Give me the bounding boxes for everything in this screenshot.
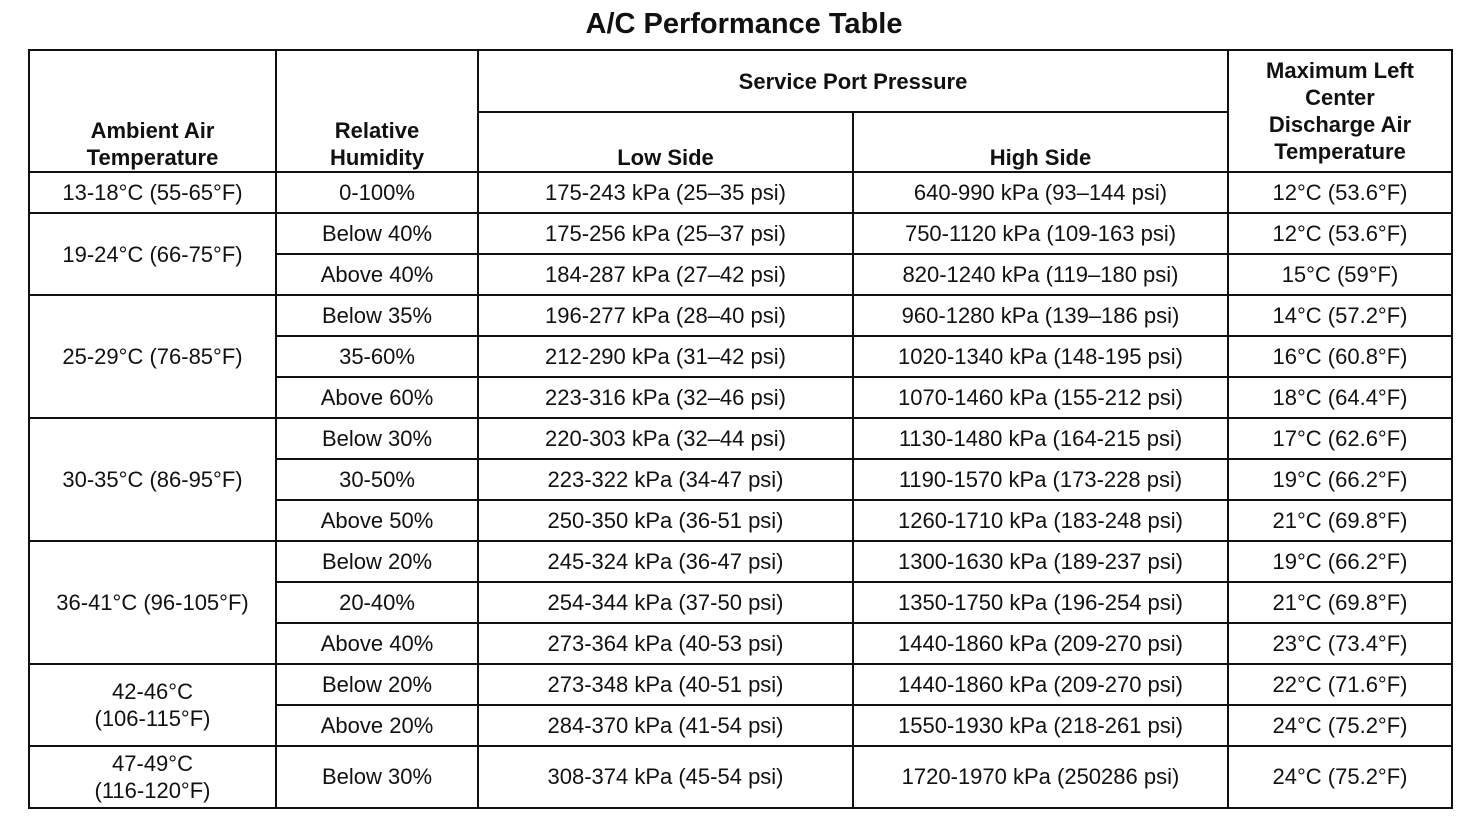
- table-header: [29, 50, 1452, 172]
- max-discharge-temp-cell: 12°C (53.6°F): [1228, 172, 1452, 213]
- table-row: [29, 746, 1452, 808]
- max-discharge-temp-cell: 19°C (66.2°F): [1228, 459, 1452, 500]
- relative-humidity-cell: Below 30%: [276, 746, 478, 808]
- high-side-pressure-cell: 750-1120 kPa (109-163 psi): [853, 213, 1228, 254]
- relative-humidity-cell: 30-50%: [276, 459, 478, 500]
- ambient-temperature-cell: 19-24°C (66-75°F): [29, 213, 276, 295]
- low-side-pressure-cell: 250-350 kPa (36-51 psi): [478, 500, 853, 541]
- low-side-pressure-cell: 212-290 kPa (31–42 psi): [478, 336, 853, 377]
- relative-humidity-cell: Above 40%: [276, 254, 478, 295]
- relative-humidity-cell: Above 20%: [276, 705, 478, 746]
- table-row: [29, 172, 1452, 213]
- table-row: [29, 213, 1452, 254]
- relative-humidity-cell: Above 40%: [276, 623, 478, 664]
- ambient-temperature-cell: 42-46°C (106-115°F): [29, 664, 276, 746]
- header-relative-humidity: Relative Humidity: [276, 50, 478, 172]
- header-high-side: High Side: [853, 112, 1228, 172]
- low-side-pressure-cell: 273-364 kPa (40-53 psi): [478, 623, 853, 664]
- max-discharge-temp-cell: 21°C (69.8°F): [1228, 500, 1452, 541]
- low-side-pressure-cell: 273-348 kPa (40-51 psi): [478, 664, 853, 705]
- max-discharge-temp-cell: 16°C (60.8°F): [1228, 336, 1452, 377]
- high-side-pressure-cell: 1550-1930 kPa (218-261 psi): [853, 705, 1228, 746]
- low-side-pressure-cell: 254-344 kPa (37-50 psi): [478, 582, 853, 623]
- relative-humidity-cell: 20-40%: [276, 582, 478, 623]
- high-side-pressure-cell: 1020-1340 kPa (148-195 psi): [853, 336, 1228, 377]
- max-discharge-temp-cell: 17°C (62.6°F): [1228, 418, 1452, 459]
- high-side-pressure-cell: 1070-1460 kPa (155-212 psi): [853, 377, 1228, 418]
- relative-humidity-cell: Below 20%: [276, 664, 478, 705]
- ambient-temperature-cell: 47-49°C (116-120°F): [29, 746, 276, 808]
- max-discharge-temp-cell: 24°C (75.2°F): [1228, 746, 1452, 808]
- high-side-pressure-cell: 1300-1630 kPa (189-237 psi): [853, 541, 1228, 582]
- ambient-temperature-cell: 13-18°C (55-65°F): [29, 172, 276, 213]
- low-side-pressure-cell: 223-322 kPa (34-47 psi): [478, 459, 853, 500]
- high-side-pressure-cell: 1720-1970 kPa (250286 psi): [853, 746, 1228, 808]
- header-low-side: Low Side: [478, 112, 853, 172]
- max-discharge-temp-cell: 23°C (73.4°F): [1228, 623, 1452, 664]
- header-service-port-pressure: Service Port Pressure: [478, 50, 1228, 112]
- low-side-pressure-cell: 184-287 kPa (27–42 psi): [478, 254, 853, 295]
- max-discharge-temp-cell: 22°C (71.6°F): [1228, 664, 1452, 705]
- low-side-pressure-cell: 220-303 kPa (32–44 psi): [478, 418, 853, 459]
- relative-humidity-cell: 35-60%: [276, 336, 478, 377]
- relative-humidity-cell: 0-100%: [276, 172, 478, 213]
- max-discharge-temp-cell: 24°C (75.2°F): [1228, 705, 1452, 746]
- relative-humidity-cell: Above 60%: [276, 377, 478, 418]
- low-side-pressure-cell: 308-374 kPa (45-54 psi): [478, 746, 853, 808]
- high-side-pressure-cell: 640-990 kPa (93–144 psi): [853, 172, 1228, 213]
- high-side-pressure-cell: 1350-1750 kPa (196-254 psi): [853, 582, 1228, 623]
- max-discharge-temp-cell: 18°C (64.4°F): [1228, 377, 1452, 418]
- max-discharge-temp-cell: 21°C (69.8°F): [1228, 582, 1452, 623]
- header-ambient-air-temperature: Ambient Air Temperature: [29, 50, 276, 172]
- relative-humidity-cell: Below 35%: [276, 295, 478, 336]
- table-row: [29, 664, 1452, 705]
- table-row: [29, 418, 1452, 459]
- table-row: [29, 541, 1452, 582]
- low-side-pressure-cell: 245-324 kPa (36-47 psi): [478, 541, 853, 582]
- high-side-pressure-cell: 1440-1860 kPa (209-270 psi): [853, 623, 1228, 664]
- high-side-pressure-cell: 960-1280 kPa (139–186 psi): [853, 295, 1228, 336]
- table-row: [29, 295, 1452, 336]
- relative-humidity-cell: Above 50%: [276, 500, 478, 541]
- high-side-pressure-cell: 1260-1710 kPa (183-248 psi): [853, 500, 1228, 541]
- low-side-pressure-cell: 284-370 kPa (41-54 psi): [478, 705, 853, 746]
- ambient-temperature-cell: 30-35°C (86-95°F): [29, 418, 276, 541]
- ambient-temperature-cell: 25-29°C (76-85°F): [29, 295, 276, 418]
- max-discharge-temp-cell: 19°C (66.2°F): [1228, 541, 1452, 582]
- relative-humidity-cell: Below 40%: [276, 213, 478, 254]
- high-side-pressure-cell: 1130-1480 kPa (164-215 psi): [853, 418, 1228, 459]
- max-discharge-temp-cell: 12°C (53.6°F): [1228, 213, 1452, 254]
- ambient-temperature-cell: 36-41°C (96-105°F): [29, 541, 276, 664]
- low-side-pressure-cell: 175-243 kPa (25–35 psi): [478, 172, 853, 213]
- table-body: [29, 172, 1452, 808]
- max-discharge-temp-cell: 15°C (59°F): [1228, 254, 1452, 295]
- low-side-pressure-cell: 175-256 kPa (25–37 psi): [478, 213, 853, 254]
- high-side-pressure-cell: 1190-1570 kPa (173-228 psi): [853, 459, 1228, 500]
- high-side-pressure-cell: 1440-1860 kPa (209-270 psi): [853, 664, 1228, 705]
- relative-humidity-cell: Below 30%: [276, 418, 478, 459]
- low-side-pressure-cell: 196-277 kPa (28–40 psi): [478, 295, 853, 336]
- table-title: A/C Performance Table: [585, 8, 903, 40]
- low-side-pressure-cell: 223-316 kPa (32–46 psi): [478, 377, 853, 418]
- relative-humidity-cell: Below 20%: [276, 541, 478, 582]
- high-side-pressure-cell: 820-1240 kPa (119–180 psi): [853, 254, 1228, 295]
- max-discharge-temp-cell: 14°C (57.2°F): [1228, 295, 1452, 336]
- header-max-discharge-temperature: Maximum Left Center Discharge Air Temperature: [1228, 50, 1452, 172]
- ac-performance-table: [28, 49, 1453, 809]
